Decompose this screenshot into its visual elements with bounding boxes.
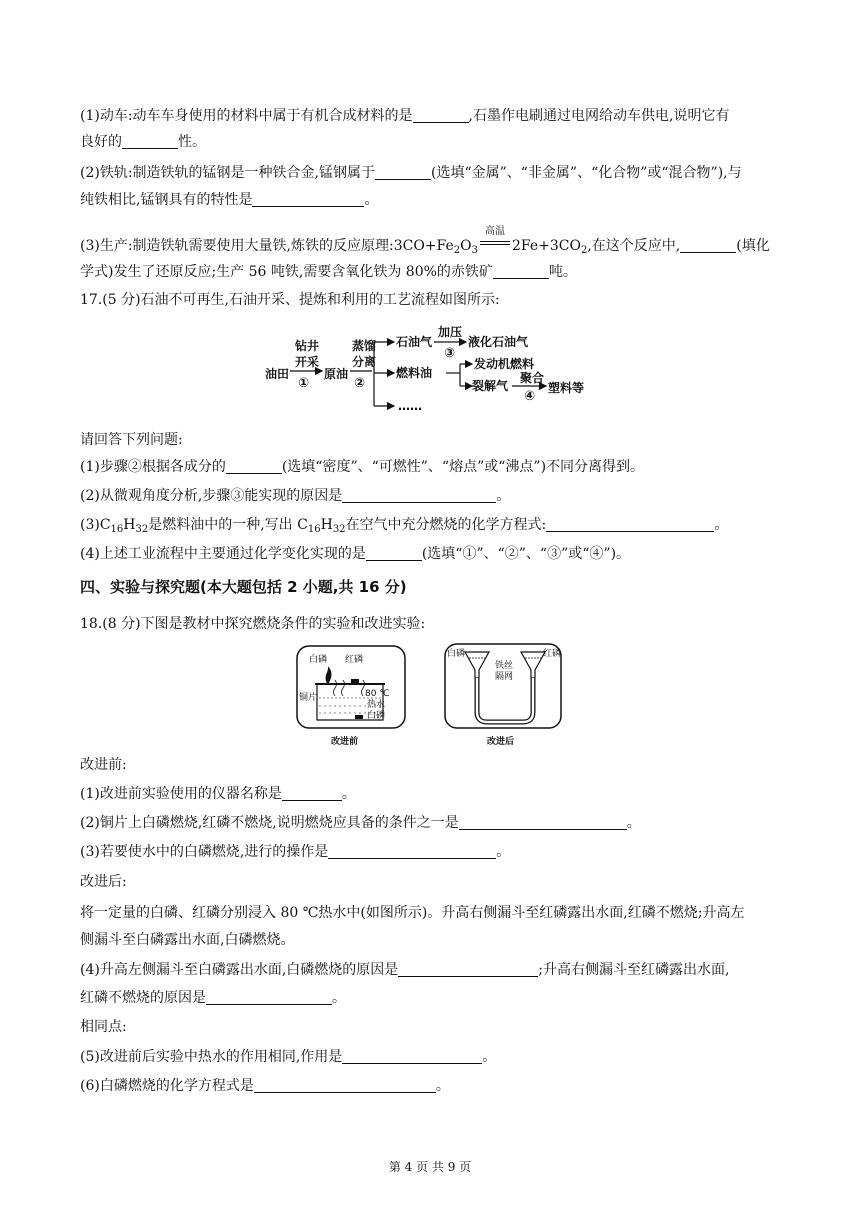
answer-blank[interactable] (375, 165, 431, 180)
q18-part3 (80, 842, 510, 862)
caption-after: 改进后 (487, 737, 515, 747)
q16-part3-line2 (80, 262, 577, 282)
rubber-tube-inner (477, 678, 533, 722)
q17-p3-text: 在空气中充分燃烧的化学方程式: (345, 517, 547, 533)
subscript: 32 (332, 524, 346, 535)
label-temperature: 80 ℃ (365, 689, 390, 699)
answer-blank[interactable] (398, 962, 538, 977)
q18-p4-text: 。 (332, 990, 346, 1006)
q18-description: 侧漏斗至白磷露出水面,白磷燃烧。 (80, 932, 295, 948)
q18-part1 (80, 784, 356, 804)
figure-after (445, 644, 561, 747)
q17-p3-text: 。 (714, 517, 729, 533)
q18-description: 将一定量的白磷、红磷分别浸入 80 ℃热水中(如图所示)。升高右侧漏斗至红磷露出水面,红磷不燃烧;升高左 (80, 905, 745, 921)
q18-p2-text: (2)铜片上白磷燃烧,红磷不燃烧,说明燃烧应具备的条件之一是 (80, 815, 459, 831)
q16-p3-text: O (460, 238, 472, 254)
flow-drill-label: 钻井 (295, 339, 320, 353)
condition-high-temp: 高温 (485, 226, 506, 237)
answer-blank[interactable] (680, 238, 736, 253)
vapor (342, 680, 345, 696)
q18-p6-text: 。 (435, 1078, 450, 1094)
flow-step-3: ③ (444, 346, 456, 361)
q17-p1-text: (选填“密度”、“可燃性”、“熔点”或“沸点”)不同分离得到。 (281, 459, 645, 475)
flow-distill-label: 蒸馏 (352, 339, 377, 353)
q17-p2-text: (2)从微观角度分析,步骤③能实现的原因是 (80, 488, 343, 504)
q17-p3-text: H (123, 517, 136, 533)
flow-fuel-oil: 燃料油 (396, 366, 433, 380)
flow-lpg: 液化石油气 (468, 335, 529, 349)
flow-crude-oil: 原油 (324, 367, 349, 381)
label-white-phosphorus: 白磷 (447, 649, 466, 659)
q18-p3-text: 。 (496, 844, 511, 860)
red-phosphorus-piece (351, 679, 359, 683)
right-funnel (521, 652, 545, 678)
q18-p6-text: (6)白磷燃烧的化学方程式是 (80, 1078, 254, 1094)
q16-part1-line2 (80, 132, 206, 152)
flow-step-4: ④ (524, 389, 536, 404)
q17-p2-text: 。 (496, 488, 511, 504)
q18-p5-text: (5)改进前后实验中热水的作用相同,作用是 (80, 1049, 343, 1065)
vapor (334, 680, 337, 696)
answer-blank[interactable] (546, 517, 714, 532)
q18-stem: 18.(8 分)下图是教材中探究燃烧条件的实验和改进实验: (80, 616, 426, 632)
flow-engine-fuel: 发动机燃料 (474, 357, 535, 371)
answer-blank[interactable] (282, 786, 342, 801)
q16-part2-line2 (80, 190, 378, 210)
q18-p1-text: (1)改进前实验使用的仪器名称是 (80, 786, 282, 802)
q16-p2-text: (2)铁轨:制造铁轨的锰钢是一种铁合金,锰钢属于 (80, 165, 375, 181)
reaction-condition (478, 226, 512, 256)
q17-part3 (80, 515, 728, 535)
answer-blank[interactable] (413, 108, 469, 123)
q17-p4-text: (选填“①”、“②”、“③”或“④”)。 (421, 546, 631, 562)
flow-step-1: ① (298, 376, 310, 391)
q17-part1 (80, 457, 644, 477)
flame-icon (326, 666, 332, 683)
q18-p5-text: 。 (482, 1049, 497, 1065)
label-wire-mesh: 隔网 (495, 672, 514, 682)
subscript: 2 (580, 245, 588, 256)
q16-p3-text: (3)生产:制造铁轨需要使用大量铁,炼铁的反应原理:3CO+Fe (80, 238, 454, 254)
answer-blank[interactable] (366, 546, 422, 561)
q18-p4-text: ;升高右侧漏斗至红磷露出水面, (538, 962, 730, 978)
q16-p2-text: 。 (364, 192, 379, 208)
q16-p1-text: 良好的 (80, 134, 122, 150)
q17-p4-text: (4)上述工业流程中主要通过化学变化实现的是 (80, 546, 366, 562)
answer-blank[interactable] (493, 264, 549, 279)
flow-plastics: 塑料等 (548, 381, 585, 395)
q18-p2-text: 。 (626, 815, 641, 831)
q16-part2-line1 (80, 163, 742, 183)
flow-petroleum-gas: 石油气 (396, 335, 433, 349)
subscript: 32 (135, 524, 149, 535)
q18-part4-line1 (80, 960, 729, 980)
page-number-footer: 第 4 页 共 9 页 (388, 1160, 472, 1174)
label-copper-sheet: 铜片 (299, 693, 318, 703)
q17-p3-text: (3)C (80, 517, 111, 533)
q17-p3-text: 是燃料油中的一种,写出 C (148, 517, 308, 533)
q17-part2 (80, 486, 510, 506)
left-funnel (465, 652, 489, 678)
q17-part4 (80, 544, 630, 564)
flow-cracked-gas: 裂解气 (472, 379, 509, 393)
label-red-phosphorus: 红磷 (345, 655, 364, 665)
q17-p1-text: (1)步骤②根据各成分的 (80, 459, 226, 475)
label-hot-water: 热水 (367, 700, 386, 710)
q16-part1-line1 (80, 106, 729, 126)
section-heading: 四、实验与探究题(本大题包括 2 小题,共 16 分) (80, 578, 407, 596)
q16-p2-text: 纯铁相比,锰钢具有的特性是 (80, 192, 253, 208)
q18-part2 (80, 813, 641, 833)
q18-part4-line2 (80, 988, 346, 1008)
label-white-phosphorus: 白磷 (367, 711, 386, 721)
q17-p3-text: H (320, 517, 333, 533)
q18-part6 (80, 1076, 450, 1096)
flow-pressure-label: 加压 (438, 325, 463, 339)
combustion-experiment-figure (295, 640, 565, 748)
answer-blank[interactable] (328, 844, 496, 859)
flow-drill-label: 开采 (295, 355, 320, 369)
q18-p4-text: 红磷不燃烧的原因是 (80, 990, 206, 1006)
label-after: 改进后: (80, 874, 127, 890)
flow-distill-label: 分离 (352, 355, 377, 369)
oil-process-flowchart (260, 320, 600, 420)
label-red-phosphorus: 红磷 (543, 649, 562, 659)
q18-p4-text: (4)升高左侧漏斗至白磷露出水面,白磷燃烧的原因是 (80, 962, 399, 978)
subscript: 16 (110, 524, 124, 535)
flow-oilfield: 油田 (265, 367, 290, 381)
rubber-tube (477, 678, 533, 722)
answer-blank[interactable] (342, 1049, 482, 1064)
q17-ask: 请回答下列问题: (80, 432, 183, 448)
q16-p1-text: 性。 (178, 134, 206, 150)
answer-blank[interactable] (342, 488, 496, 503)
q16-part3-line1 (80, 226, 770, 256)
label-before: 改进前: (80, 757, 127, 773)
q16-p3-text: 学式)发生了还原反应;生产 56 吨铁,需要含氧化铁为 80%的赤铁矿 (80, 264, 493, 280)
answer-blank[interactable] (459, 815, 627, 830)
q18-part5 (80, 1047, 496, 1067)
subscript: 16 (307, 524, 321, 535)
q18-p3-text: (3)若要使水中的白磷燃烧,进行的操作是 (80, 844, 329, 860)
subscript: 2 (453, 245, 461, 256)
white-phosphorus-underwater (355, 715, 363, 719)
q16-p3-text: 2Fe+3CO (512, 238, 581, 254)
q16-p3-text: ,在这个反应中, (587, 238, 681, 254)
flow-step-2: ② (354, 376, 366, 391)
label-wire-mesh: 铁丝 (495, 661, 514, 671)
q16-p1-text: (1)动车:动车车身使用的材料中属于有机合成材料的是 (80, 108, 413, 124)
answer-blank[interactable] (254, 1078, 436, 1093)
q17-stem: 17.(5 分)石油不可再生,石油开采、提炼和利用的工艺流程如图所示: (80, 292, 500, 308)
q16-p2-text: (选填“金属”、“非金属”、“化合物”或“混合物”),与 (431, 165, 742, 181)
caption-before: 改进前 (331, 737, 359, 747)
label-white-phosphorus: 白磷 (309, 655, 328, 665)
flow-polymerize-label: 聚合 (520, 371, 545, 385)
answer-blank[interactable] (226, 459, 282, 474)
label-same-points: 相同点: (80, 1019, 127, 1035)
answer-blank[interactable] (122, 134, 178, 149)
subscript: 3 (471, 245, 479, 256)
answer-blank[interactable] (206, 990, 332, 1005)
answer-blank[interactable] (252, 192, 364, 207)
q16-p1-text: ,石墨作电刷通过电网给动车供电,说明它有 (468, 108, 730, 124)
q16-p3-text: 吨。 (548, 264, 577, 280)
q16-p3-text: (填化 (736, 238, 770, 254)
q18-p1-text: 。 (341, 786, 356, 802)
figure-before (297, 646, 405, 747)
flow-ellipsis: …… (398, 399, 422, 413)
